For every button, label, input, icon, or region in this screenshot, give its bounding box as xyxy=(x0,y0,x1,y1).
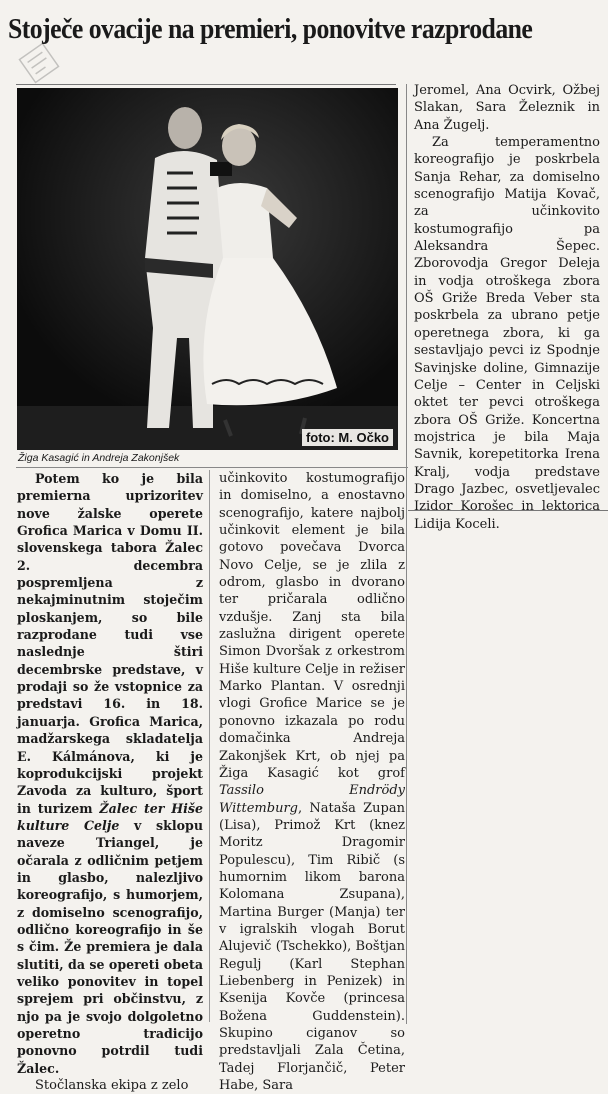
body-paragraph: Stočlanska ekipa z zelo xyxy=(35,1078,189,1094)
headline-rule xyxy=(16,84,396,85)
performers-image xyxy=(17,88,398,450)
article-column-1 xyxy=(17,470,203,1094)
lead-paragraph: Potem ko je bila premierna uprizoritev nove žalske operete Grofica Marica v Domu II. slovenskega tabora Žalec 2. decembra pospremljena z nekajminutnim stoječim ploskanjem, so bile razprodane tudi vse naslednje štiri decembrske predstave, v prodaji so že vstopnice za predstavi 16. in 18. januarja. Grofica Marica, madžarskega skladatelja E. Kálmánova, ki je koprodukcijski projekt Zavoda za kulturo, šport in turizem Žalec ter Hiše kulture Celje v sklopu naveze Triangel, je očarala z odličnim petjem in glasbo, nalezljivo koreografijo, s humorjem, z domiselno scenografijo, odlično koreografijo in še s čim. Že premiera je dala slutiti, da se opereti obeta veliko ponovitev in topel sprejem pri občinstvu, z njo pa je svojo dolgoletno operetno tradicijo ponovno potrdil tudi Žalec. xyxy=(17,471,203,1076)
column-divider xyxy=(209,470,210,1022)
caption-rule xyxy=(16,467,408,468)
photo-caption: Žiga Kasagić in Andreja Zakonjšek xyxy=(18,452,180,464)
body-paragraph: učinkovito kostumografijo in domiselno, a enostavno scenografijo, katere najbolj učinkovit element je bila gotovo povečava Dvorca Novo Celje, se je zlila z odrom, glasbo in dvorano ter pričarala odlično vzdušje. Zanj sta bila zaslužna dirigent operete Simon Dvoršak z orkestrom Hiše kulture Celje in režiser Marko Plantan. V osrednji vlogi Grofice Marice se je ponovno izkazala po rodu domačinka Andreja Zakonjšek Krt, ob njej pa Žiga Kasagić kot grof Tassilo Endrödy Wittemburg, Nataša Zupan (Lisa), Primož Krt (knez Moritz Dragomir Populescu), Tim Ribič (s humornim likom barona Kolomana Zsupana), Martina Burger (Manja) ter v igralskih vlogah Borut Alujevič (Tschekko), Boštjan Regulj (Karl Stephan Liebenberg in Penizek) in Ksenija Kovče (princesa Božena Guddenstein). Skupino ciganov so predstavljali Zala Četina, Tadej Florjančič, Peter Habe, Sara xyxy=(219,471,405,1094)
body-paragraph: Jeromel, Ana Ocvirk, Ožbej Slakan, Sara Železnik in Ana Žugelj. xyxy=(414,83,600,133)
article-column-2 xyxy=(219,470,405,1094)
article-headline: Stoječe ovacije na premieri, ponovitve razprodane xyxy=(8,14,533,45)
photo-credit: foto: M. Očko xyxy=(302,429,393,446)
article-column-3 xyxy=(414,82,600,533)
column-end-rule xyxy=(408,510,608,511)
body-paragraph: Za temperamentno koreografijo je poskrbela Sanja Rehar, za domiselno scenografijo Matija Kovač, za učinkovito kostumografijo pa Aleksandra Šepec. Zborovodja Gregor Deleja in vodja otroškega zbora OŠ Griže Breda Veber sta poskrbela za ubrano petje operetnega zbora, ki ga sestavljajo pevci iz Spodnje Savinjske doline, Gimnazije Celje – Center in Celjski oktet ter pevci otroškega zbora OŠ Griže. Koncertna mojstrica je bila Maja Savnik, korepetitorka Irena Kralj, vodja predstave Drago Jazbec, osvetljevalec Izidor Korošec in lektorica Lidija Koceli. xyxy=(414,135,600,532)
column-divider xyxy=(406,84,407,1024)
article-photo xyxy=(17,88,398,450)
